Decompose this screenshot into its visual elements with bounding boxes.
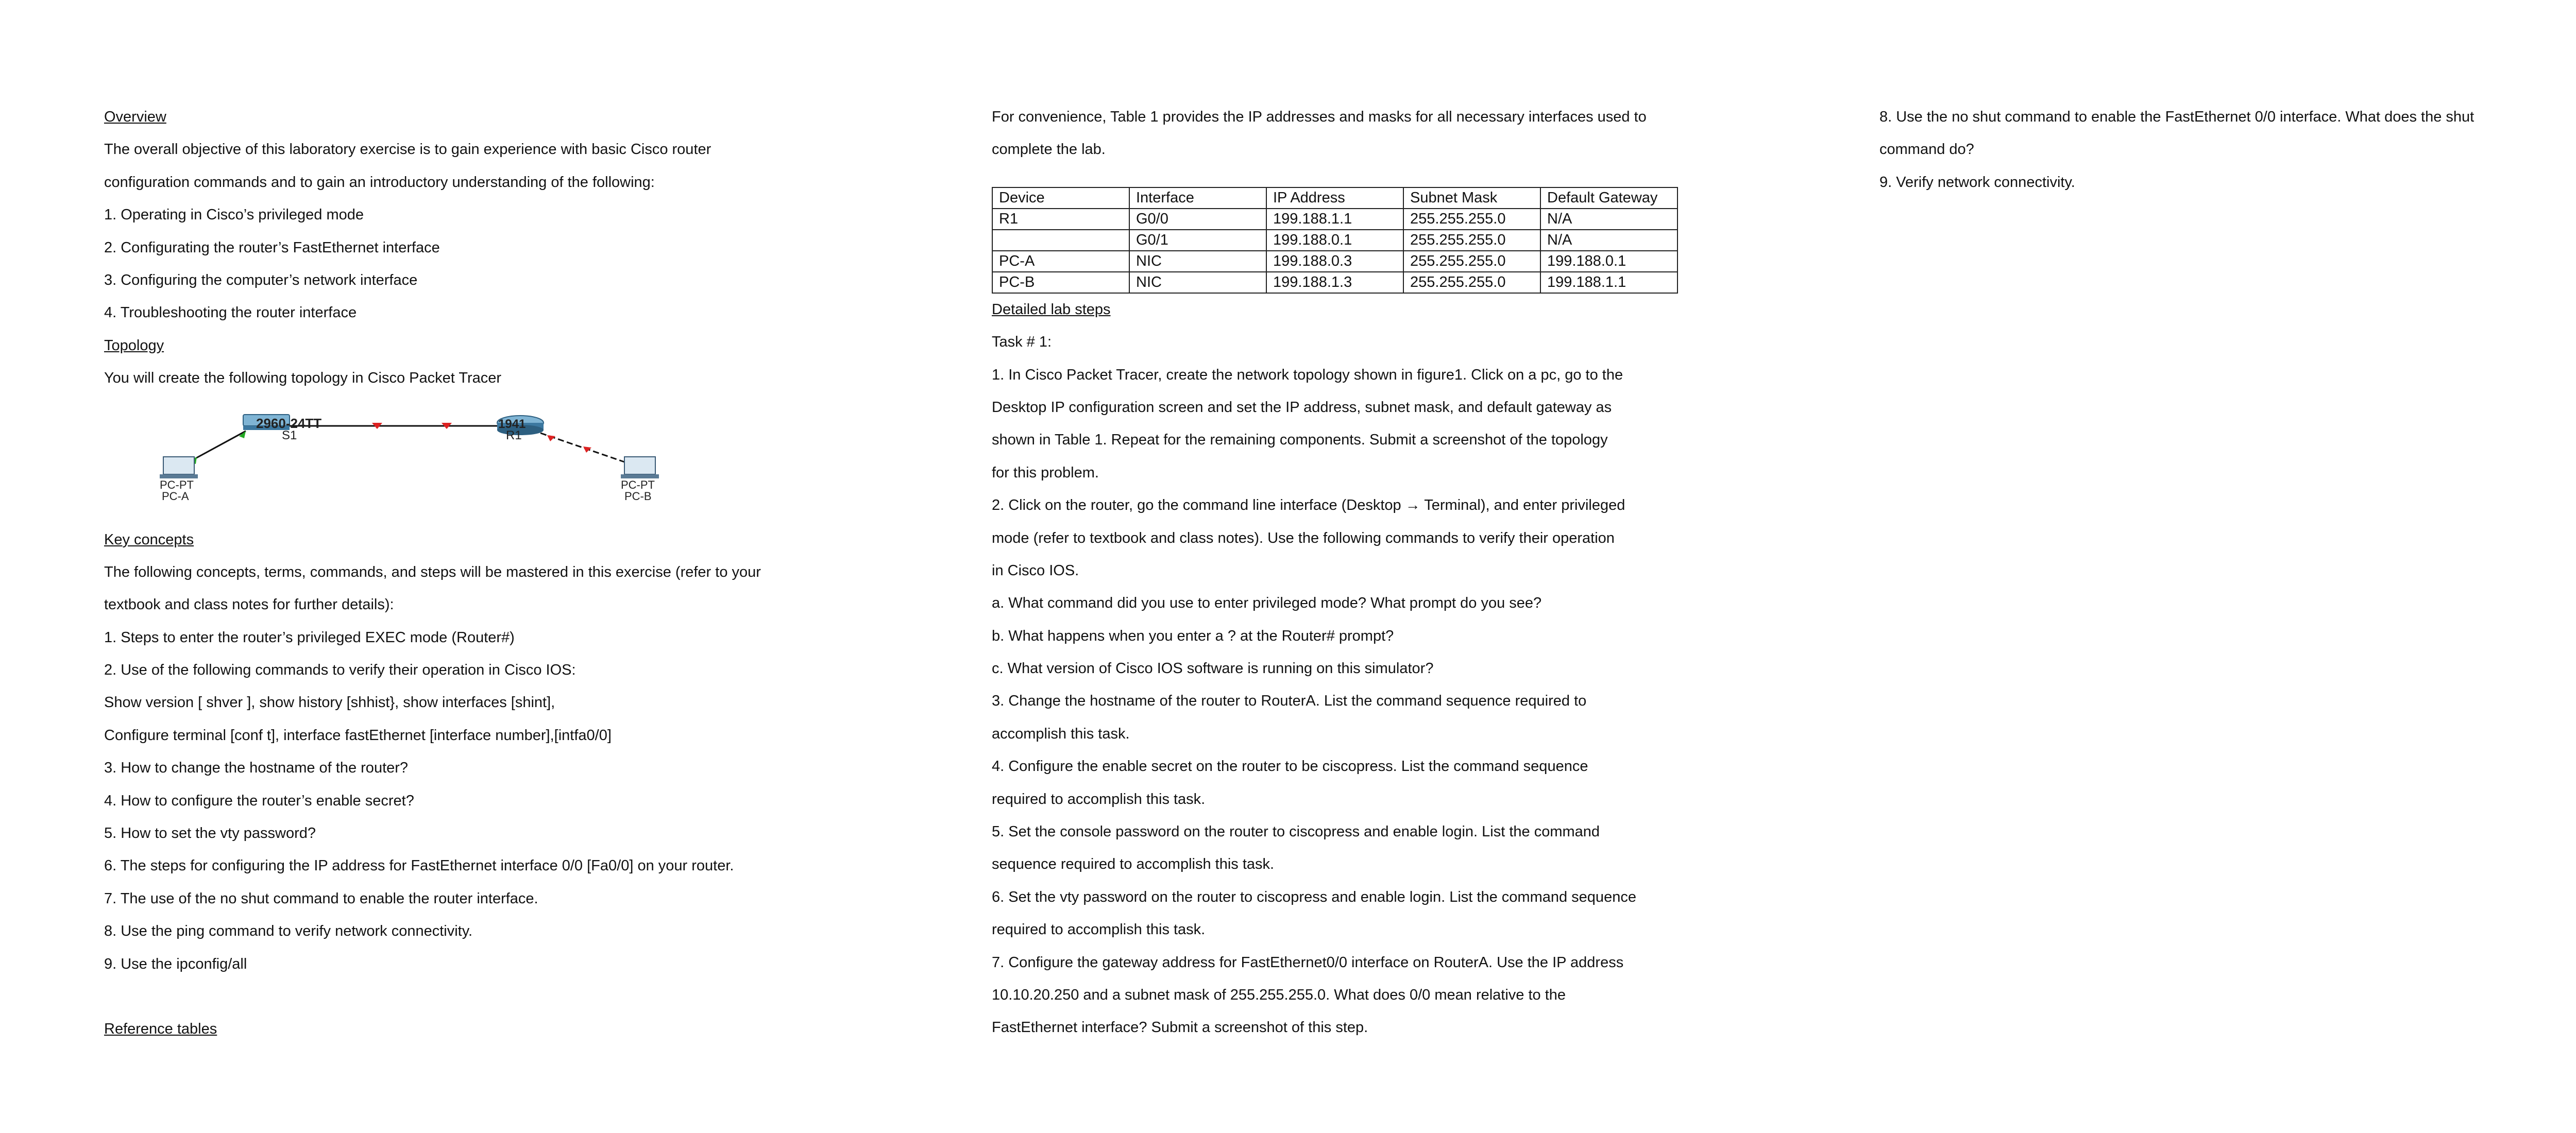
table-header-cell: Subnet Mask bbox=[1403, 187, 1540, 209]
topology-diagram bbox=[104, 405, 671, 508]
text-line: sequence required to accomplish this task. bbox=[992, 856, 1275, 873]
table-header-cell: Default Gateway bbox=[1540, 187, 1677, 209]
topology-heading: Topology bbox=[104, 337, 164, 354]
text-line: 2. Click on the router, go the command line interface (Desktop → Terminal), and enter privileged bbox=[992, 497, 1625, 514]
table-cell: PC-B bbox=[992, 272, 1129, 293]
list-item: 2. Use of the following commands to verify their operation in Cisco IOS: bbox=[104, 662, 576, 679]
table-row bbox=[992, 209, 1677, 230]
overview-text bbox=[104, 133, 908, 329]
column-right bbox=[1879, 101, 2549, 199]
text-line: textbook and class notes for further details): bbox=[104, 596, 394, 613]
pcb-name-label: PC-B bbox=[624, 489, 652, 503]
list-item: 2. Configurating the router’s FastEthernet interface bbox=[104, 239, 440, 256]
table-cell: 255.255.255.0 bbox=[1403, 272, 1540, 293]
text-line: 9. Verify network connectivity. bbox=[1879, 174, 2075, 191]
text-line: The overall objective of this laboratory exercise is to gain experience with basic Cisco router bbox=[104, 141, 711, 158]
text-line: for this problem. bbox=[992, 464, 1099, 481]
table-cell: 255.255.255.0 bbox=[1403, 209, 1540, 230]
topology-text: You will create the following topology in Cisco Packet Tracer bbox=[104, 370, 502, 387]
list-item: 5. How to set the vty password? bbox=[104, 825, 316, 842]
pc-b-icon bbox=[621, 457, 659, 478]
text-line: Configure terminal [conf t], interface fastEthernet [interface number],[intfa0/0] bbox=[104, 727, 612, 744]
text-line: The following concepts, terms, commands, and steps will be mastered in this exercise (refer to your bbox=[104, 563, 761, 580]
list-item: 9. Use the ipconfig/all bbox=[104, 955, 247, 972]
text-line: 1. In Cisco Packet Tracer, create the network topology shown in figure1. Click on a pc, go to the bbox=[992, 366, 1623, 383]
column-middle bbox=[992, 101, 1765, 1044]
table-cell: 199.188.0.1 bbox=[1266, 230, 1403, 251]
text-line: configuration commands and to gain an introductory understanding of the following: bbox=[104, 174, 655, 191]
table-cell bbox=[992, 230, 1129, 251]
switch-name-label: S1 bbox=[282, 428, 297, 442]
table-cell: 199.188.1.3 bbox=[1266, 272, 1403, 293]
text-line: FastEthernet interface? Submit a screenshot of this step. bbox=[992, 1019, 1368, 1036]
ip-address-table bbox=[992, 187, 1678, 294]
detailed-steps-text bbox=[992, 326, 1765, 1044]
text-line: 8. Use the no shut command to enable the FastEthernet 0/0 interface. What does the shut bbox=[1879, 109, 2475, 125]
table-cell: 199.188.1.1 bbox=[1540, 272, 1677, 293]
pca-type-label: PC-PT bbox=[160, 478, 194, 491]
text-line: Desktop IP configuration screen and set the IP address, subnet mask, and default gateway as bbox=[992, 399, 1612, 416]
router-name-label: R1 bbox=[506, 428, 522, 442]
text-line: required to accomplish this task. bbox=[992, 921, 1206, 938]
list-item: 3. How to change the hostname of the router? bbox=[104, 760, 409, 777]
text-line: command do? bbox=[1879, 141, 1974, 158]
list-item: 4. Troubleshooting the router interface bbox=[104, 304, 357, 321]
text-line: b. What happens when you enter a ? at the Router# prompt? bbox=[992, 627, 1394, 644]
text-line: 10.10.20.250 and a subnet mask of 255.255.255.0. What does 0/0 mean relative to the bbox=[992, 986, 1566, 1003]
table-cell: NIC bbox=[1129, 251, 1266, 272]
list-item: 1. Steps to enter the router’s privileged EXEC mode (Router#) bbox=[104, 629, 515, 646]
reference-tables-heading: Reference tables bbox=[104, 1021, 217, 1038]
text-line: accomplish this task. bbox=[992, 725, 1130, 742]
pc-a-icon bbox=[160, 457, 198, 478]
text-line: complete the lab. bbox=[992, 141, 1106, 158]
table-header-cell: Device bbox=[992, 187, 1129, 209]
list-item: 7. The use of the no shut command to enable the router interface. bbox=[104, 890, 538, 907]
table-header-row bbox=[992, 187, 1677, 209]
text-line: required to accomplish this task. bbox=[992, 791, 1206, 808]
table-header-cell: IP Address bbox=[1266, 187, 1403, 209]
link-r1-pcb bbox=[532, 430, 624, 462]
table-cell: G0/1 bbox=[1129, 230, 1266, 251]
text-line: 6. Set the vty password on the router to ciscopress and enable login. List the command sequence bbox=[992, 888, 1636, 905]
list-item: 4. How to configure the router’s enable secret? bbox=[104, 792, 414, 809]
table-row bbox=[992, 230, 1677, 251]
detailed-steps-heading: Detailed lab steps bbox=[992, 301, 1111, 318]
table-cell: 199.188.0.1 bbox=[1540, 251, 1677, 272]
text-line: 5. Set the console password on the router to ciscopress and enable login. List the command bbox=[992, 823, 1600, 840]
pca-name-label: PC-A bbox=[162, 489, 189, 503]
table-cell: 199.188.1.1 bbox=[1266, 209, 1403, 230]
table-cell: 199.188.0.3 bbox=[1266, 251, 1403, 272]
switch-model-label: 2960-24TT bbox=[256, 415, 322, 431]
table-cell: N/A bbox=[1540, 209, 1677, 230]
text-line: Task # 1: bbox=[992, 334, 1052, 351]
list-item: 8. Use the ping command to verify network connectivity. bbox=[104, 923, 473, 940]
text-line: a. What command did you use to enter privileged mode? What prompt do you see? bbox=[992, 595, 1542, 612]
text-line: 7. Configure the gateway address for FastEthernet0/0 interface on RouterA. Use the IP address bbox=[992, 954, 1624, 971]
overview-heading: Overview bbox=[104, 109, 166, 125]
text-line: shown in Table 1. Repeat for the remaining components. Submit a screenshot of the topology bbox=[992, 432, 1608, 449]
table-header-cell: Interface bbox=[1129, 187, 1266, 209]
list-item: 6. The steps for configuring the IP address for FastEthernet interface 0/0 [Fa0/0] on your router. bbox=[104, 857, 734, 874]
table-cell: 255.255.255.0 bbox=[1403, 251, 1540, 272]
list-item: 1. Operating in Cisco’s privileged mode bbox=[104, 207, 364, 224]
table-cell: NIC bbox=[1129, 272, 1266, 293]
table-cell: N/A bbox=[1540, 230, 1677, 251]
table-row bbox=[992, 251, 1677, 272]
pcb-type-label: PC-PT bbox=[621, 478, 655, 491]
key-concepts-text bbox=[104, 556, 908, 981]
text-line: c. What version of Cisco IOS software is running on this simulator? bbox=[992, 660, 1434, 677]
text-line: mode (refer to textbook and class notes). Use the following commands to verify their operation bbox=[992, 529, 1615, 546]
table-cell: 255.255.255.0 bbox=[1403, 230, 1540, 251]
spacer bbox=[104, 981, 908, 1013]
table-cell: PC-A bbox=[992, 251, 1129, 272]
text-line: 3. Change the hostname of the router to RouterA. List the command sequence required to bbox=[992, 693, 1587, 710]
table-cell: G0/0 bbox=[1129, 209, 1266, 230]
list-item: 3. Configuring the computer’s network interface bbox=[104, 271, 418, 288]
router-model-label: 1941 bbox=[498, 417, 526, 431]
text-line: For convenience, Table 1 provides the IP addresses and masks for all necessary interfaces used to bbox=[992, 109, 1647, 125]
topology-svg bbox=[104, 405, 671, 508]
text-line: 4. Configure the enable secret on the router to be ciscopress. List the command sequence bbox=[992, 758, 1588, 775]
text-line: in Cisco IOS. bbox=[992, 562, 1079, 579]
column-left bbox=[104, 101, 908, 1046]
text-line: Show version [ shver ], show history [shhist}, show interfaces [shint], bbox=[104, 694, 555, 711]
table-cell: R1 bbox=[992, 209, 1129, 230]
table-row bbox=[992, 272, 1677, 293]
key-concepts-heading: Key concepts bbox=[104, 531, 194, 548]
